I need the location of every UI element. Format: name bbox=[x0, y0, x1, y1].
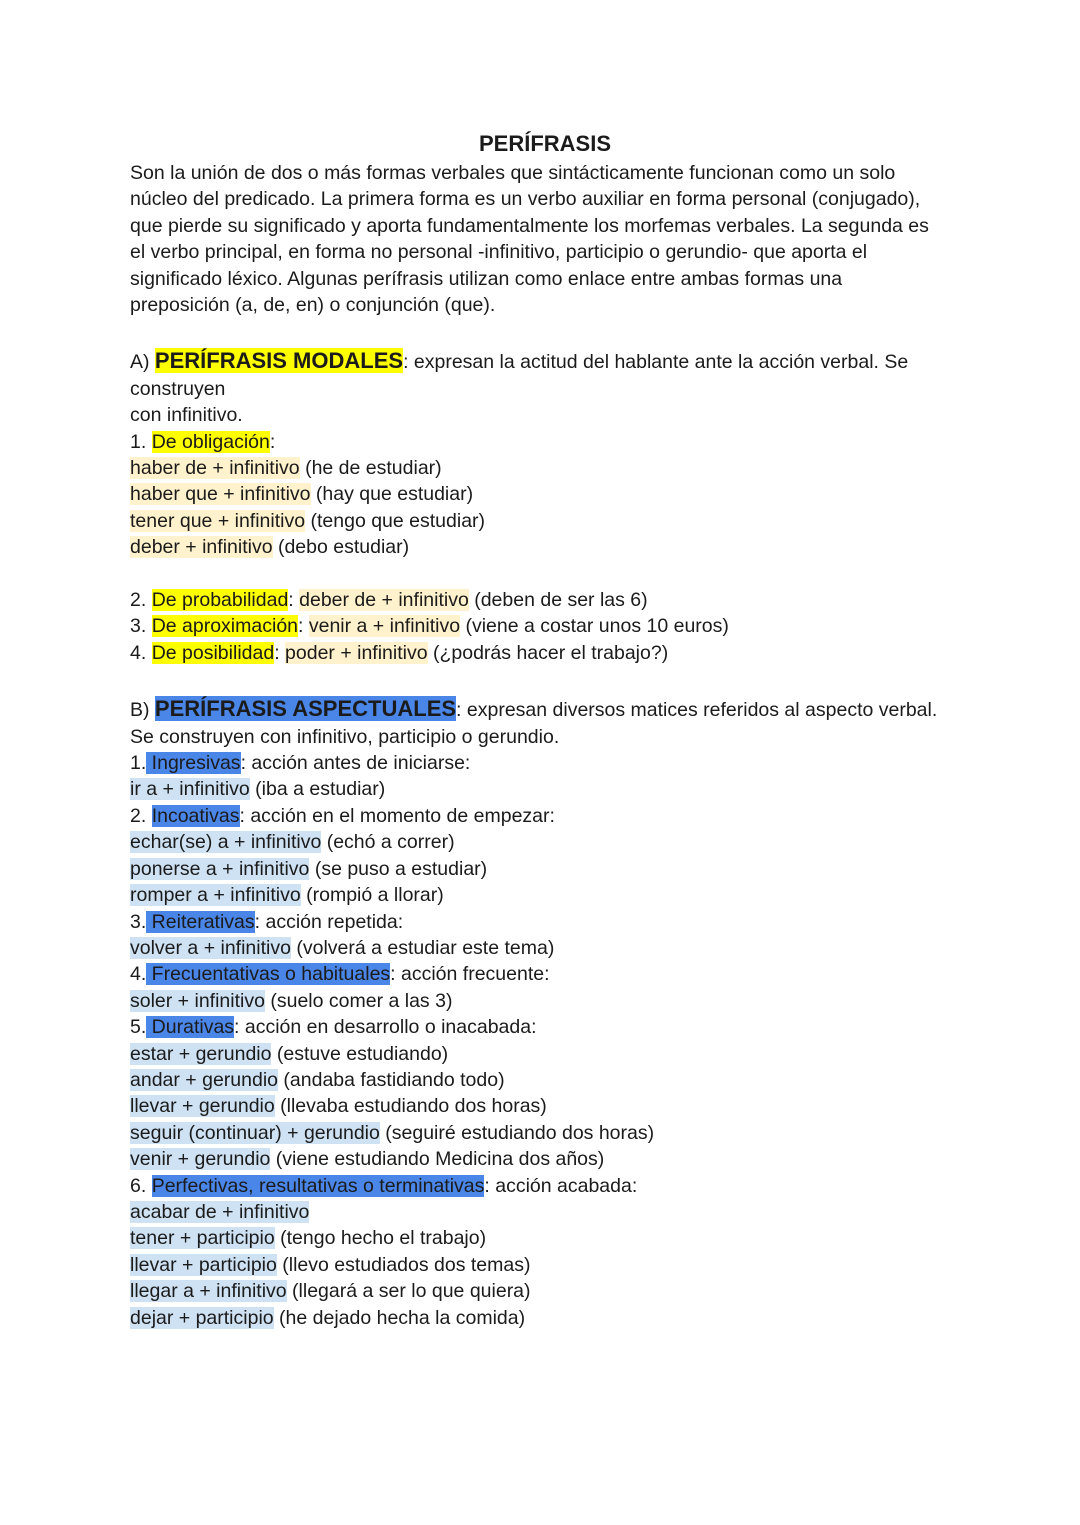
periphrasis-form: poder + infinitivo bbox=[285, 641, 428, 664]
periphrasis-form: soler + infinitivo bbox=[130, 989, 265, 1012]
intro-line: preposición (a, de, en) o conjunción (que). bbox=[130, 294, 496, 317]
intro-line: que pierde su significado y aporta fundamentalmente los morfemas verbales. La segunda es bbox=[130, 214, 929, 237]
aspect-group-description: : acción en el momento de empezar: bbox=[239, 804, 555, 827]
periphrasis-form: volver a + infinitivo bbox=[130, 936, 291, 959]
periphrasis-form: dejar + participio bbox=[130, 1306, 274, 1329]
modal-type-label: De posibilidad bbox=[151, 641, 275, 664]
periphrasis-form: haber de + infinitivo bbox=[130, 457, 300, 480]
periphrasis-item bbox=[130, 1041, 960, 1067]
intro-line: núcleo del predicado. La primera forma es un verbo auxiliar en forma personal (conjugado), bbox=[130, 188, 921, 211]
periphrasis-item bbox=[130, 1305, 960, 1331]
intro-line: Son la unión de dos o más formas verbales que sintácticamente funcionan como un solo bbox=[130, 162, 896, 184]
periphrasis-example: (echó a correr) bbox=[321, 831, 455, 854]
aspect-group-description: : acción frecuente: bbox=[390, 963, 550, 986]
periphrasis-form: llegar a + infinitivo bbox=[130, 1280, 287, 1303]
periphrasis-form: tener + participio bbox=[130, 1227, 275, 1250]
separator: : bbox=[288, 589, 300, 612]
modal-description: : expresan la actitud del hablante ante la acción verbal. Se bbox=[403, 350, 909, 373]
periphrasis-item bbox=[130, 455, 960, 481]
periphrasis-form: romper a + infinitivo bbox=[130, 884, 301, 907]
periphrasis-example: (hay que estudiar) bbox=[310, 483, 474, 506]
periphrasis-example: (seguiré estudiando dos horas) bbox=[379, 1121, 655, 1144]
modal-description-line: construyen bbox=[130, 377, 226, 400]
periphrasis-item bbox=[130, 1278, 960, 1304]
periphrasis-item bbox=[130, 508, 960, 534]
aspect-group-description: : acción repetida: bbox=[254, 910, 404, 933]
item-number: 2. bbox=[130, 589, 152, 612]
periphrasis-example: (suelo comer a las 3) bbox=[264, 989, 453, 1012]
periphrasis-example: (iba a estudiar) bbox=[249, 778, 386, 801]
periphrasis-example: (llevo estudiados dos temas) bbox=[276, 1253, 531, 1276]
periphrasis-example: (debo estudiar) bbox=[272, 536, 410, 559]
spacer bbox=[130, 318, 960, 344]
periphrasis-item bbox=[130, 1199, 960, 1225]
periphrasis-item bbox=[130, 1120, 960, 1146]
modal-description-line: con infinitivo. bbox=[130, 404, 243, 427]
periphrasis-form: estar + gerundio bbox=[130, 1042, 272, 1065]
periphrasis-item bbox=[130, 776, 960, 802]
aspect-group-label-line bbox=[130, 803, 960, 829]
item-number: 1. bbox=[130, 430, 152, 453]
periphrasis-item bbox=[130, 935, 960, 961]
periphrasis-item bbox=[130, 1252, 960, 1278]
modal-type-line bbox=[130, 613, 960, 639]
intro-line: significado léxico. Algunas perífrasis utilizan como enlace entre ambas formas una bbox=[130, 267, 843, 290]
periphrasis-form: tener que + infinitivo bbox=[130, 509, 306, 532]
aspectual-section bbox=[130, 695, 960, 1331]
periphrasis-example: (volverá a estudiar este tema) bbox=[290, 936, 555, 959]
item-number: 4. bbox=[130, 963, 147, 986]
item-number: 5. bbox=[130, 1016, 147, 1039]
page-title: PERÍFRASIS bbox=[478, 131, 612, 156]
periphrasis-item bbox=[130, 1093, 960, 1119]
periphrasis-form: ir a + infinitivo bbox=[130, 778, 250, 801]
aspect-group-label: Perfectivas, resultativas o terminativas bbox=[151, 1174, 485, 1197]
spacer bbox=[130, 561, 960, 587]
separator: : bbox=[298, 615, 309, 638]
periphrasis-example: (he de estudiar) bbox=[299, 457, 442, 480]
modal-heading: PERÍFRASIS MODALES bbox=[154, 347, 404, 373]
aspect-group-label: Incoativas bbox=[151, 804, 240, 827]
periphrasis-example: (he dejado hecha la comida) bbox=[273, 1306, 526, 1329]
periphrasis-form: haber que + infinitivo bbox=[130, 483, 311, 506]
periphrasis-item bbox=[130, 1146, 960, 1172]
periphrasis-example: (¿podrás hacer el trabajo?) bbox=[427, 641, 669, 664]
periphrasis-form: echar(se) a + infinitivo bbox=[130, 831, 322, 854]
periphrasis-form: venir + gerundio bbox=[130, 1148, 271, 1171]
periphrasis-item bbox=[130, 856, 960, 882]
obligacion-label-line bbox=[130, 429, 960, 455]
modal-type-line bbox=[130, 640, 960, 666]
periphrasis-form: deber de + infinitivo bbox=[299, 589, 469, 612]
item-number: 3. bbox=[130, 910, 147, 933]
aspect-group-label: Ingresivas bbox=[146, 752, 241, 775]
modal-type-label: De probabilidad bbox=[151, 589, 289, 612]
periphrasis-example: (llevaba estudiando dos horas) bbox=[274, 1095, 547, 1118]
intro-paragraph bbox=[130, 160, 960, 318]
aspect-group-label-line bbox=[130, 1014, 960, 1040]
periphrasis-example: (viene a costar unos 10 euros) bbox=[460, 615, 729, 638]
aspect-group-label-line bbox=[130, 1173, 960, 1199]
section-prefix: B) bbox=[130, 698, 155, 721]
intro-line: el verbo principal, en forma no personal -infinitivo, participio o gerundio- que aporta el bbox=[130, 241, 868, 264]
periphrasis-item bbox=[130, 988, 960, 1014]
aspectual-description: : expresan diversos matices referidos al aspecto verbal. bbox=[456, 698, 938, 721]
aspectual-heading-line bbox=[130, 695, 960, 724]
aspectual-description-line: Se construyen con infinitivo, participio o gerundio. bbox=[130, 725, 560, 748]
aspect-group-label-line bbox=[130, 961, 960, 987]
modal-type-label: De aproximación bbox=[151, 615, 299, 638]
separator: : bbox=[274, 641, 286, 664]
aspect-group-label: Durativas bbox=[146, 1016, 235, 1039]
aspect-group-label: Frecuentativas o habituales bbox=[146, 963, 391, 986]
periphrasis-item bbox=[130, 534, 960, 560]
document-content bbox=[130, 130, 960, 1331]
periphrasis-form: llevar + gerundio bbox=[130, 1095, 275, 1118]
periphrasis-item bbox=[130, 882, 960, 908]
item-number: 2. bbox=[130, 804, 152, 827]
periphrasis-example: (rompió a llorar) bbox=[300, 884, 444, 907]
modal-section bbox=[130, 347, 960, 666]
periphrasis-example: (andaba fastidiando todo) bbox=[278, 1068, 505, 1091]
periphrasis-example: (se puso a estudiar) bbox=[309, 857, 488, 880]
section-prefix: A) bbox=[130, 350, 155, 373]
aspect-group-label-line bbox=[130, 750, 960, 776]
periphrasis-form: seguir (continuar) + gerundio bbox=[130, 1121, 380, 1144]
spacer bbox=[130, 666, 960, 692]
periphrasis-form: andar + gerundio bbox=[130, 1068, 278, 1091]
periphrasis-example: (viene estudiando Medicina dos años) bbox=[270, 1148, 605, 1171]
periphrasis-item bbox=[130, 1067, 960, 1093]
item-number: 4. bbox=[130, 641, 152, 664]
aspect-group-description: : acción antes de iniciarse: bbox=[240, 752, 471, 775]
colon: : bbox=[269, 430, 276, 453]
aspectual-heading: PERÍFRASIS ASPECTUALES bbox=[154, 695, 457, 721]
periphrasis-example: (tengo hecho el trabajo) bbox=[274, 1227, 487, 1250]
periphrasis-example: (estuve estudiando) bbox=[271, 1042, 449, 1065]
periphrasis-example: (tengo que estudiar) bbox=[305, 509, 486, 532]
periphrasis-item bbox=[130, 1225, 960, 1251]
item-number: 3. bbox=[130, 615, 152, 638]
periphrasis-form: ponerse a + infinitivo bbox=[130, 857, 310, 880]
aspect-group-description: : acción acabada: bbox=[484, 1174, 638, 1197]
item-number: 6. bbox=[130, 1174, 152, 1197]
periphrasis-form: deber + infinitivo bbox=[130, 536, 273, 559]
periphrasis-example: (llegará a ser lo que quiera) bbox=[286, 1280, 531, 1303]
periphrasis-form: llevar + participio bbox=[130, 1253, 277, 1276]
periphrasis-form: acabar de + infinitivo bbox=[130, 1200, 310, 1223]
aspect-group-label-line bbox=[130, 909, 960, 935]
modal-heading-line bbox=[130, 347, 960, 376]
periphrasis-example: (deben de ser las 6) bbox=[468, 589, 648, 612]
obligacion-label: De obligación bbox=[151, 430, 270, 453]
periphrasis-item bbox=[130, 829, 960, 855]
aspect-group-description: : acción en desarrollo o inacabada: bbox=[234, 1016, 537, 1039]
aspect-group-label: Reiterativas bbox=[146, 910, 255, 933]
periphrasis-item bbox=[130, 481, 960, 507]
periphrasis-form: venir a + infinitivo bbox=[308, 615, 461, 638]
modal-type-line bbox=[130, 587, 960, 613]
item-number: 1. bbox=[130, 752, 147, 775]
